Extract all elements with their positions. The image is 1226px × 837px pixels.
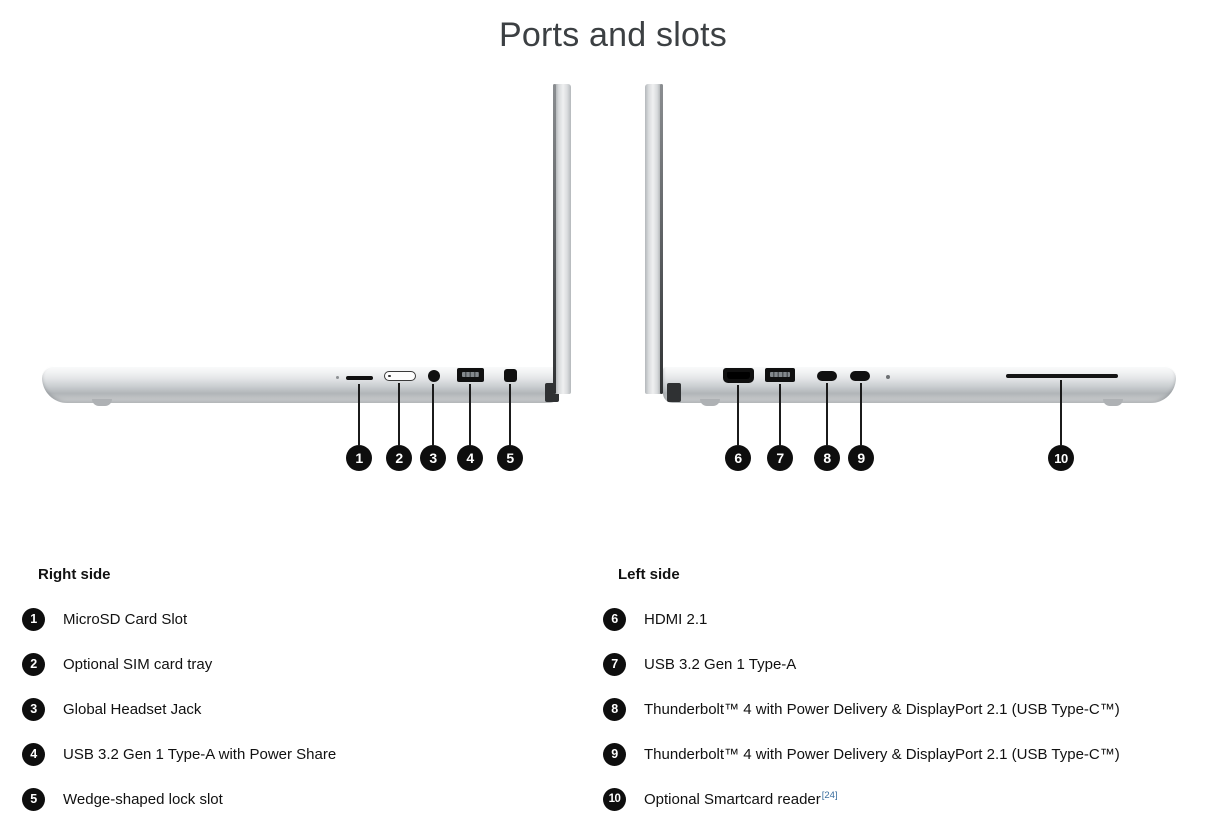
legend-item-9 <box>603 742 1213 766</box>
sim-tray-port <box>384 371 416 381</box>
callout-number-3: 3 <box>420 445 446 471</box>
usb-c-port-1 <box>817 371 837 381</box>
callout-line-5 <box>509 384 511 445</box>
item-number-badge: 2 <box>22 653 45 676</box>
legend-item-10 <box>603 787 1213 811</box>
callout-line-7 <box>779 384 781 445</box>
item-label: Optional Smartcard reader[24] <box>644 790 838 808</box>
item-label: MicroSD Card Slot <box>63 610 188 628</box>
laptop-foot <box>1103 399 1123 406</box>
usb-c-port-2 <box>850 371 870 381</box>
headset-jack-port <box>428 370 440 382</box>
item-number-badge: 5 <box>22 788 45 811</box>
usb-a-port <box>765 368 795 382</box>
callout-number-6: 6 <box>725 445 751 471</box>
legend-item-3 <box>22 697 562 721</box>
laptop-hinge <box>667 383 681 402</box>
callout-line-2 <box>398 383 400 445</box>
hdmi-port <box>723 368 754 383</box>
item-number-badge: 9 <box>603 743 626 766</box>
laptop-foot <box>92 399 112 406</box>
hdmi-inner <box>727 372 750 379</box>
item-label: Global Headset Jack <box>63 700 202 718</box>
legend-item-2 <box>22 652 562 676</box>
item-number-badge: 8 <box>603 698 626 721</box>
callout-number-9: 9 <box>848 445 874 471</box>
sim-eject-hole <box>388 375 391 378</box>
lid-edge <box>553 84 556 394</box>
item-number-badge: 3 <box>22 698 45 721</box>
legend-list-right-side <box>22 607 562 811</box>
callout-line-6 <box>737 385 739 445</box>
item-number-badge: 10 <box>603 788 626 811</box>
callout-line-4 <box>469 384 471 445</box>
lock-slot-port <box>504 369 517 382</box>
legend-item-8 <box>603 697 1213 721</box>
laptop-lid <box>553 84 571 394</box>
callout-number-4: 4 <box>457 445 483 471</box>
callout-number-8: 8 <box>814 445 840 471</box>
smartcard-slot-port <box>1006 374 1118 378</box>
item-number-badge: 7 <box>603 653 626 676</box>
legend-item-7 <box>603 652 1213 676</box>
callout-line-8 <box>826 383 828 445</box>
legend-item-6 <box>603 607 1213 631</box>
laptop-foot <box>700 399 720 406</box>
item-number-badge: 1 <box>22 608 45 631</box>
legend-header-left-side: Left side <box>618 566 680 583</box>
callout-number-2: 2 <box>386 445 412 471</box>
item-label: USB 3.2 Gen 1 Type-A with Power Share <box>63 745 337 763</box>
lid-edge <box>660 84 663 394</box>
usb-tongue <box>770 372 790 377</box>
callout-number-7: 7 <box>767 445 793 471</box>
item-label: Optional SIM card tray <box>63 655 213 673</box>
item-label: Thunderbolt™ 4 with Power Delivery & DisplayPort 2.1 (USB Type-C™) <box>644 700 1120 718</box>
item-number-badge: 6 <box>603 608 626 631</box>
callout-line-10 <box>1060 380 1062 445</box>
laptop-lid <box>645 84 663 394</box>
callout-line-3 <box>432 384 434 445</box>
usb-a-port <box>457 368 484 382</box>
sim-indicator-dot <box>336 376 339 379</box>
legend-item-1 <box>22 607 562 631</box>
item-label: Wedge-shaped lock slot <box>63 790 223 808</box>
status-led <box>886 375 890 379</box>
callout-line-1 <box>358 384 360 445</box>
footnote-link[interactable]: [24] <box>821 790 838 801</box>
callout-line-9 <box>860 383 862 445</box>
legend-header-right-side: Right side <box>38 566 111 583</box>
legend-list-left-side <box>603 607 1213 811</box>
callout-number-10: 10 <box>1048 445 1074 471</box>
item-label: USB 3.2 Gen 1 Type-A <box>644 655 797 673</box>
legend-right-side <box>22 566 562 832</box>
item-number-badge: 4 <box>22 743 45 766</box>
page-title: Ports and slots <box>499 16 727 54</box>
legend-left-side <box>603 566 1213 832</box>
callout-number-1: 1 <box>346 445 372 471</box>
usb-tongue <box>462 372 479 377</box>
legend-item-4 <box>22 742 562 766</box>
callout-number-5: 5 <box>497 445 523 471</box>
item-label: Thunderbolt™ 4 with Power Delivery & DisplayPort 2.1 (USB Type-C™) <box>644 745 1120 763</box>
microsd-slot-port <box>346 376 373 380</box>
legend-item-5 <box>22 787 562 811</box>
item-label: HDMI 2.1 <box>644 610 708 628</box>
